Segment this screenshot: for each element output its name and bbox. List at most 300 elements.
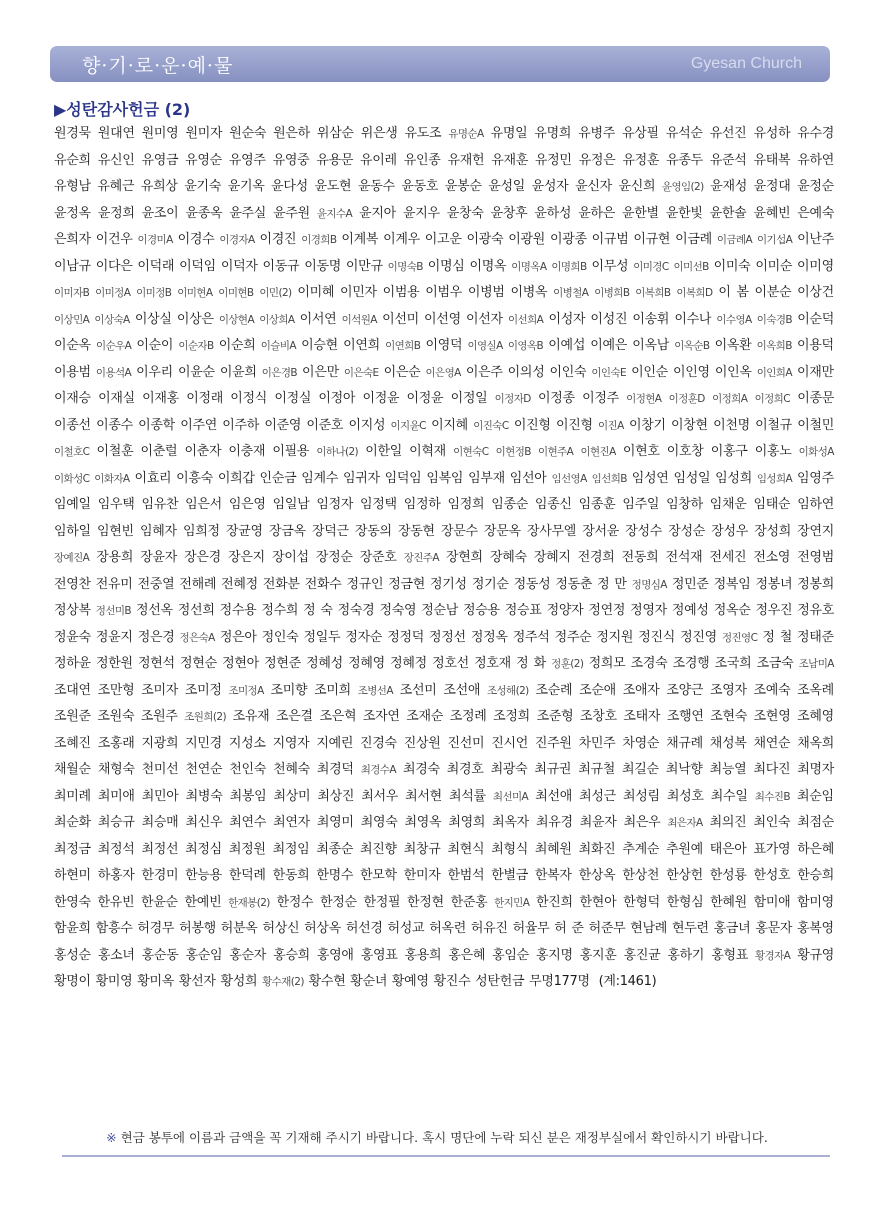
donor-name: 임일남 xyxy=(272,497,310,512)
donor-name: 장이섭 xyxy=(271,550,309,565)
donor-name: 이은숙E xyxy=(343,366,379,379)
donor-name: 최민아 xyxy=(141,788,179,804)
donor-name: 정정옥 xyxy=(470,629,508,645)
donor-name: 최정선 xyxy=(141,841,179,857)
donor-name: 조대연 xyxy=(54,682,91,698)
donor-name: 허봉행 xyxy=(179,921,216,936)
donor-name: 함미애 xyxy=(753,894,791,910)
donor-name: 윤봉순 xyxy=(444,179,482,194)
donor-name: 유하연 xyxy=(797,152,834,168)
donor-name: 임혜자 xyxy=(140,523,177,539)
donor-name: 조원주 xyxy=(140,709,178,724)
donor-name: 이철훈 xyxy=(96,444,134,459)
donor-name: 전경희 xyxy=(577,550,615,565)
donor-name: 조경숙 xyxy=(630,656,668,671)
donor-name: 장균영 xyxy=(226,523,263,539)
donor-name: 최상미 xyxy=(273,788,311,804)
donor-name: 윤조이 xyxy=(141,205,179,221)
donor-name: 홍금녀 xyxy=(713,921,751,936)
donor-name: 이지혜 xyxy=(431,417,468,433)
donor-name: 이연희 xyxy=(343,338,380,353)
donor-name: 최능열 xyxy=(709,762,747,777)
donor-name: 유인종 xyxy=(403,152,441,168)
donor-name: 최경숙 xyxy=(402,762,440,777)
donor-name: 차민주 xyxy=(578,735,616,751)
donor-name: 정봉희 xyxy=(797,576,835,592)
donor-name: 최서우 xyxy=(361,788,399,804)
donor-name: 이정윤 xyxy=(362,391,400,406)
donor-name: 이덕임 xyxy=(179,258,216,274)
donor-name: 이흥숙 xyxy=(176,470,213,486)
donor-name: 이한일 xyxy=(365,444,402,459)
donor-name: 황경자A xyxy=(755,949,791,962)
donor-name: 이명숙B xyxy=(387,260,423,273)
donor-name: 이승현 xyxy=(301,338,338,353)
donor-name: 이선자 xyxy=(466,311,503,327)
donor-name: 조준형 xyxy=(536,709,574,724)
donor-name: 이분순 xyxy=(754,285,792,300)
donor-name: 이석원A xyxy=(341,313,377,326)
donor-name: 이철규 xyxy=(755,417,792,433)
donor-name: 윤지아 xyxy=(359,205,396,221)
donor-name: 한재봉(2) xyxy=(228,896,270,909)
donor-name: 이규범 xyxy=(591,232,629,247)
donor-name: 이진A xyxy=(598,419,624,432)
donor-name: 이정식 xyxy=(230,391,268,406)
donor-name: 최광숙 xyxy=(490,762,528,777)
donor-name: 정 화 xyxy=(516,656,546,671)
donor-name: 이민자 xyxy=(340,285,377,300)
donor-name: 임선희B xyxy=(591,472,627,485)
donor-name: 천인숙 xyxy=(229,762,267,777)
donor-name: 최인숙 xyxy=(753,815,791,830)
donor-name: 무명177명 xyxy=(529,974,590,989)
donor-name: 이용덕 xyxy=(797,338,834,353)
donor-name: 이상숙A xyxy=(94,313,130,326)
donor-name: 최선애 xyxy=(535,788,573,804)
donor-name: 장윤자 xyxy=(140,550,178,565)
donor-name: 허유진 xyxy=(470,921,508,936)
donor-name: 한명수 xyxy=(316,868,354,883)
donor-name: 윤신자 xyxy=(575,179,612,194)
donor-name: 이미자B xyxy=(54,287,90,299)
donor-name: 최영희 xyxy=(448,815,486,830)
donor-name: 이영실A xyxy=(467,340,503,352)
donor-name: 이지성 xyxy=(348,417,386,433)
donor-name: 정일두 xyxy=(303,629,341,645)
donor-name: 최화진 xyxy=(578,841,616,857)
donor-name: 유영중 xyxy=(272,152,310,168)
donor-name: 이계복 xyxy=(341,232,379,247)
donor-name: 최정금 xyxy=(54,841,91,857)
donor-name: 허경무 xyxy=(137,921,175,936)
donor-name: 홍지명 xyxy=(535,947,573,963)
donor-name: 이연희B xyxy=(385,340,421,352)
donor-name: 한복자 xyxy=(534,868,572,883)
donor-name: 이정주 xyxy=(582,391,619,406)
donor-name: 전세진 xyxy=(709,550,747,565)
donor-name: 윤지수A xyxy=(316,207,353,220)
donor-name: 이경자A xyxy=(219,234,255,246)
donor-name: 조남미A xyxy=(798,658,834,670)
donor-name: 이덕자 xyxy=(220,258,258,274)
donor-name: 임정자 xyxy=(316,497,354,512)
donor-name: 임정택 xyxy=(360,497,397,512)
donor-name: 정봉녀 xyxy=(755,576,793,592)
donor-name: 정윤지 xyxy=(95,629,133,645)
donor-name: 최연자 xyxy=(273,815,310,830)
donor-name: 허상신 xyxy=(262,921,300,936)
donor-name: 정인숙 xyxy=(261,629,299,645)
donor-name: 조자연 xyxy=(362,709,400,724)
donor-name: 윤지우 xyxy=(402,205,440,221)
donor-name: 유명일 xyxy=(490,126,528,141)
donor-name: 이정윤 xyxy=(406,391,444,406)
donor-name: 최은우 xyxy=(623,815,661,830)
donor-name: 유용문 xyxy=(316,152,354,168)
donor-name: 진주원 xyxy=(534,735,572,751)
donor-name: 윤주원 xyxy=(273,205,310,221)
donor-name: 이경희B xyxy=(301,234,337,246)
donor-name: 정지원 xyxy=(596,629,634,645)
donor-name: 정명심A xyxy=(631,578,667,591)
donor-name: 채연순 xyxy=(753,735,791,751)
donor-name: 이계우 xyxy=(383,232,420,247)
donor-name: 유태복 xyxy=(753,152,791,168)
donor-name: 이슬비A xyxy=(260,340,296,352)
donor-name: 이동명 xyxy=(304,258,341,274)
donor-name: 정동성 xyxy=(513,576,551,592)
donor-name: 한동희 xyxy=(272,868,310,883)
donor-name: 장용희 xyxy=(96,550,134,565)
donor-name: 이인희A xyxy=(756,366,792,379)
donor-name: 이옥희B xyxy=(756,340,792,352)
donor-name: 조영자 xyxy=(709,682,747,698)
donor-name: 이진숙C xyxy=(473,419,509,432)
donor-name: 지예린 xyxy=(316,735,354,751)
donor-name: 원순숙 xyxy=(229,126,267,141)
donor-name: 한정현 xyxy=(407,894,444,910)
donor-name: 허상옥 xyxy=(304,921,341,936)
notice-mark-icon: ※ xyxy=(106,1130,117,1145)
donor-name: 윤하은 xyxy=(578,205,615,221)
donor-name: 홍진균 xyxy=(623,947,661,963)
donor-name: 차영순 xyxy=(622,735,660,751)
donor-name: 정윤숙 xyxy=(54,629,91,645)
donor-name: 유영순 xyxy=(185,152,222,168)
donor-name: 이상희A xyxy=(259,313,295,326)
donor-name: 이건우 xyxy=(95,232,133,247)
donor-name: 이동규 xyxy=(262,258,300,274)
donor-name: 최순임 xyxy=(797,788,834,804)
donor-name: 장서윤 xyxy=(582,523,620,539)
donor-name: 이화자A xyxy=(94,472,130,485)
donor-name: 이필용 xyxy=(272,444,310,459)
donor-name: 이희갑 xyxy=(217,470,255,486)
donor-name: 임희정 xyxy=(183,523,220,539)
donor-name: 유순희 xyxy=(54,152,91,168)
donor-name: 장혜지 xyxy=(533,550,571,565)
donor-name: 최현식 xyxy=(447,841,485,857)
donor-name: 태은아 xyxy=(709,841,747,857)
donor-name: 이주하 xyxy=(222,417,260,433)
donor-name: 이재홍 xyxy=(142,391,179,406)
donor-name: 천혜숙 xyxy=(273,762,310,777)
donor-name: 이종수 xyxy=(96,417,133,433)
donor-name: 윤성일 xyxy=(488,179,525,194)
donor-name: 한진희 xyxy=(536,894,573,910)
donor-name: 이옥순B xyxy=(674,340,710,352)
donor-name: 임성희 xyxy=(715,470,752,486)
donor-name: 이우리 xyxy=(136,364,173,380)
donor-name: 조정례 xyxy=(449,709,487,724)
donor-name: 이윤순 xyxy=(178,364,215,380)
donor-name: 전해례 xyxy=(179,576,217,592)
donor-name: 임종순 xyxy=(491,497,528,512)
donor-name: 최정원 xyxy=(228,841,266,857)
donor-name: 홍임순 xyxy=(492,947,529,963)
donor-name: 정진영 xyxy=(680,629,717,645)
donor-name: 최진향 xyxy=(360,841,397,857)
donor-name: 정은경 xyxy=(137,629,175,645)
donor-name: 이미정A xyxy=(95,287,131,299)
donor-name: 유재헌 xyxy=(447,152,485,168)
donor-name: 이병범 xyxy=(467,285,505,300)
donor-name: 정영자 xyxy=(630,603,667,618)
donor-name: 조미희 xyxy=(314,682,351,698)
donor-name: 최영미 xyxy=(316,815,354,830)
donor-name: 정희모 xyxy=(588,656,626,671)
donor-name: 이은경B xyxy=(261,366,297,379)
donor-name: 유수경 xyxy=(797,126,835,141)
donor-name: 은희자 xyxy=(54,232,91,247)
donor-name: 정 숙 xyxy=(303,603,333,618)
donor-name: 최성근 xyxy=(579,788,616,804)
donor-name: 이정훈D xyxy=(668,393,705,405)
donor-name: 지성소 xyxy=(228,735,266,751)
donor-name: 임덕임 xyxy=(384,470,422,486)
donor-name: 최석률 xyxy=(449,788,486,804)
donor-name: 조만형 xyxy=(97,682,135,698)
donor-name: 장정순 xyxy=(315,550,353,565)
donor-name: 한지민A xyxy=(494,896,530,909)
donor-name: 이순덕 xyxy=(797,311,835,327)
donor-name: 이준호 xyxy=(306,417,344,433)
donor-name: 최규철 xyxy=(578,762,615,777)
donor-name: 이만규 xyxy=(345,258,383,274)
donor-name: 장성우 xyxy=(711,523,749,539)
donor-name: 홍용희 xyxy=(404,947,442,963)
donor-name: 조원숙 xyxy=(97,709,135,724)
donor-name: 함윤희 xyxy=(54,921,91,936)
donor-name: 홍소녀 xyxy=(97,947,135,963)
donor-name: 황명이 xyxy=(54,974,91,989)
header-banner xyxy=(50,46,830,82)
donor-name: 임하일 xyxy=(54,523,91,539)
donor-name: 황미옥 xyxy=(137,974,175,989)
donor-name: 최서현 xyxy=(405,788,442,804)
donor-name: 최미애 xyxy=(97,788,135,804)
donor-name: 진경숙 xyxy=(360,735,397,751)
donor-name: 이화성A xyxy=(798,446,834,458)
donor-name: 이홍구 xyxy=(710,444,748,459)
donor-name: 허준무 xyxy=(588,921,626,936)
donor-name: 조경행 xyxy=(672,656,710,671)
donor-name: 윤동수 xyxy=(357,179,395,194)
donor-name: 한승희 xyxy=(797,868,834,883)
donor-name: 임귀자 xyxy=(342,470,380,486)
donor-name: 유영금 xyxy=(141,152,179,168)
donor-name: 정순남 xyxy=(421,603,458,618)
donor-name: 정양자 xyxy=(546,603,584,618)
donor-name: 이선영 xyxy=(424,311,461,327)
donor-name: 이예은 xyxy=(590,338,628,353)
donor-name: 정수희 xyxy=(261,603,299,618)
donor-name: 조현숙 xyxy=(710,709,748,724)
donor-name: 조양근 xyxy=(666,682,704,698)
donor-name: 추원예 xyxy=(666,841,703,857)
donor-name: 이정현A xyxy=(626,393,662,405)
donor-name: 이송휘 xyxy=(632,311,670,327)
donor-name: 정유호 xyxy=(797,603,835,618)
donor-name: 홍문자 xyxy=(755,921,793,936)
donor-name: 이정자D xyxy=(494,393,531,405)
donor-name: 정선희 xyxy=(177,603,215,618)
donor-name: 이미현B xyxy=(218,287,254,299)
donor-name: 임선영A xyxy=(551,472,587,485)
donor-name: 정호재 xyxy=(474,656,511,671)
donor-name: 진시언 xyxy=(491,735,528,751)
donor-name: 전중열 xyxy=(137,576,175,592)
donor-name: 최병숙 xyxy=(185,788,223,804)
donor-name: 윤하성 xyxy=(534,205,572,221)
donor-name: 이재승 xyxy=(54,391,91,406)
donor-name: 전영범 xyxy=(797,550,835,565)
donor-name: 장동의 xyxy=(355,523,392,539)
donor-name: 임선아 xyxy=(509,470,547,486)
donor-name: 홍영표 xyxy=(360,947,398,963)
donor-name: 이미숙 xyxy=(713,258,751,274)
donor-name: 채성복 xyxy=(709,735,747,751)
donor-name: 이정일 xyxy=(450,391,488,406)
donor-name: 정한원 xyxy=(96,656,133,671)
donor-name: 유이레 xyxy=(360,152,397,168)
donor-name: 윤창후 xyxy=(490,205,528,221)
donor-name: 최규권 xyxy=(534,762,572,777)
donor-name: 이상민A xyxy=(54,313,90,326)
donor-name: 황미영 xyxy=(95,974,133,989)
donor-name: 정 철 xyxy=(762,629,792,645)
donor-name: 이규현 xyxy=(633,232,671,247)
donor-name: 이정희C xyxy=(754,393,790,405)
donor-name: 유준석 xyxy=(709,152,747,168)
donor-name: 이상현A xyxy=(218,313,255,326)
donor-name: 임계수 xyxy=(301,470,339,486)
donor-name: 이미정B xyxy=(136,287,172,299)
donor-name: 천연순 xyxy=(185,762,223,777)
donor-name: 원미자 xyxy=(185,126,223,141)
donor-name: 최선미A xyxy=(492,790,529,803)
donor-name: 유영주 xyxy=(228,152,266,168)
donor-name: 임부재 xyxy=(468,470,505,486)
donor-name: 유병주 xyxy=(578,126,615,141)
donor-name: 이영옥B xyxy=(507,340,544,352)
donor-name: 이수영A xyxy=(716,313,752,326)
donor-name: 장은경 xyxy=(184,550,221,565)
donor-name: 정정선 xyxy=(429,629,466,645)
donor-name: 조국희 xyxy=(714,656,752,671)
donor-name: 장준호 xyxy=(359,550,397,565)
donor-name: 조유재 xyxy=(232,709,270,724)
donor-name: 이정실 xyxy=(274,391,312,406)
donor-name: 이상건 xyxy=(797,285,834,300)
donor-name: 이미경C xyxy=(633,260,669,273)
donor-name: 최성림 xyxy=(623,788,660,804)
donor-name: 황수재(2) xyxy=(262,976,304,988)
donor-name: 정기성 xyxy=(430,576,467,592)
donor-name: 유정은 xyxy=(578,152,616,168)
donor-name: 이윤희 xyxy=(219,364,257,380)
donor-name: 원미영 xyxy=(141,126,179,141)
donor-name: 조금숙 xyxy=(756,656,794,671)
donor-name: 정복임 xyxy=(713,576,751,592)
donor-name: 이무성 xyxy=(591,258,629,274)
donor-name: 이순우A xyxy=(95,340,132,352)
donor-name: 최영숙 xyxy=(360,815,398,830)
donor-name: 홍순임 xyxy=(185,947,223,963)
donor-name: 정옥순 xyxy=(713,603,751,618)
donor-name: 지민경 xyxy=(185,735,222,751)
donor-name: 한범석 xyxy=(447,868,485,883)
donor-name: 유도조 xyxy=(404,126,442,141)
donor-name: 정진영C xyxy=(721,631,758,644)
donor-name: 윤창숙 xyxy=(446,205,484,221)
donor-name: 정예성 xyxy=(671,603,709,618)
donor-name: 조순애 xyxy=(579,682,616,698)
donor-name: 임우택 xyxy=(97,497,135,512)
donor-name: 이광숙 xyxy=(466,232,504,247)
donor-name: 정진식 xyxy=(638,629,676,645)
donor-name: 정선옥 xyxy=(136,603,173,618)
donor-name: 이병희B xyxy=(594,287,630,299)
donor-name: 전소영 xyxy=(753,550,791,565)
donor-name: 이철민 xyxy=(797,417,834,433)
donor-name: 임성희A xyxy=(756,472,793,485)
donor-name: 이명옥 xyxy=(469,258,507,274)
donor-name: 조병선A xyxy=(357,684,393,697)
donor-name: 정우진 xyxy=(755,603,793,618)
donor-name: 유형남 xyxy=(54,179,91,194)
donor-name: 이현숙C xyxy=(453,446,489,458)
donor-name: 최형식 xyxy=(491,841,528,857)
donor-name: 정연정 xyxy=(588,603,626,618)
donor-name: 조홍래 xyxy=(97,735,135,751)
donor-name: 이의성 xyxy=(507,364,545,380)
donor-name: 정호선 xyxy=(432,656,469,671)
donor-name: 조옥례 xyxy=(797,682,834,698)
donor-name: 한영숙 xyxy=(54,894,91,910)
donor-name: 이창기 xyxy=(628,417,666,433)
donor-name: 유선진 xyxy=(709,126,747,141)
donor-name: 천미선 xyxy=(141,762,179,777)
donor-name: 윤정옥 xyxy=(54,205,91,221)
donor-name: 이순자B xyxy=(178,340,214,352)
donor-name: 조애자 xyxy=(622,682,660,698)
donor-name: 최정임 xyxy=(272,841,310,857)
donor-name: 최길순 xyxy=(622,762,659,777)
donor-name: 임정하 xyxy=(403,497,441,512)
donor-name: 홍은혜 xyxy=(448,947,486,963)
